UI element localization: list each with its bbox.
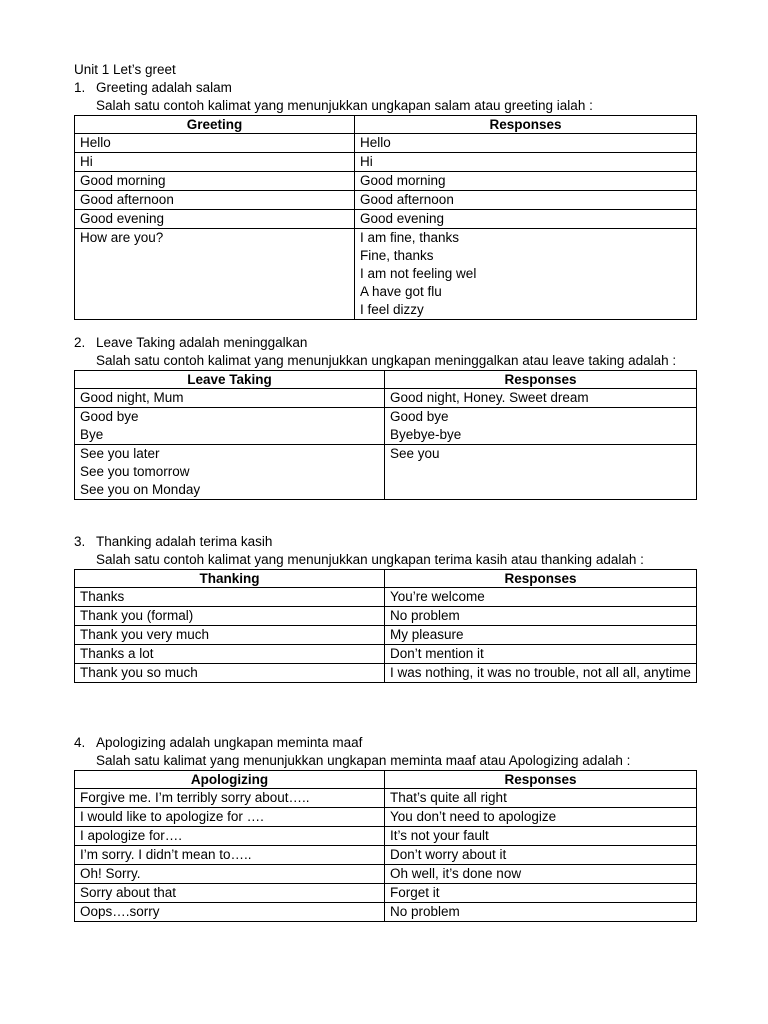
section-heading (74, 79, 696, 97)
cell-text: I am fine, thanks (360, 230, 460, 245)
cell-text: See you on Monday (80, 482, 201, 497)
response-cell (385, 389, 697, 408)
table-row (75, 588, 697, 607)
cell-text: You’re welcome (390, 589, 485, 604)
table-row (75, 789, 697, 808)
cell-text: It’s not your fault (390, 828, 489, 843)
cell-text: Don’t mention it (390, 646, 484, 661)
cell-text: No problem (390, 904, 460, 919)
cell-text: See you later (80, 446, 160, 461)
table-row (75, 134, 697, 153)
table-row (75, 210, 697, 229)
section-intro: Salah satu contoh kalimat yang menunjukkan ungkapan terima kasih atau thanking adalah : (96, 552, 644, 567)
cell-text: Byebye-bye (390, 427, 462, 442)
column-header-responses: Responses (355, 116, 697, 134)
column-header-expression: Leave Taking (75, 371, 385, 389)
cell-text: Good night, Mum (80, 390, 184, 405)
response-cell (355, 172, 697, 191)
response-cell (385, 903, 697, 922)
response-cell (385, 645, 697, 664)
cell-text: I’m sorry. I didn’t mean to….. (80, 847, 252, 862)
cell-text: Forget it (390, 885, 440, 900)
expression-cell (75, 172, 355, 191)
expression-cell (75, 408, 385, 445)
section-number: 3. (74, 534, 86, 549)
section-title: Greeting adalah salam (96, 80, 232, 95)
table-row (75, 884, 697, 903)
cell-text: Forgive me. I’m terribly sorry about….. (80, 790, 310, 805)
response-cell (385, 808, 697, 827)
cell-text: Good afternoon (360, 192, 454, 207)
section-title: Thanking adalah terima kasih (96, 534, 273, 549)
expression-cell (75, 588, 385, 607)
response-cell (355, 134, 697, 153)
response-cell (385, 607, 697, 626)
cell-text: Good night, Honey. Sweet dream (390, 390, 589, 405)
expression-cell (75, 808, 385, 827)
expression-cell (75, 827, 385, 846)
table-header-row (75, 771, 697, 789)
cell-text: I am not feeling wel (360, 266, 477, 281)
column-header-responses: Responses (385, 570, 697, 588)
cell-text: Thank you (formal) (80, 608, 194, 623)
cell-text: Thanks (80, 589, 125, 604)
cell-text: You don’t need to apologize (390, 809, 557, 824)
table-header-row (75, 570, 697, 588)
cell-text: Thanks a lot (80, 646, 154, 661)
expression-cell (75, 645, 385, 664)
cell-text: Hi (360, 154, 373, 169)
cell-text: My pleasure (390, 627, 464, 642)
section-heading (74, 334, 696, 352)
section-heading (74, 734, 696, 752)
response-cell (385, 865, 697, 884)
column-header-expression: Thanking (75, 570, 385, 588)
section-intro: Salah satu kalimat yang menunjukkan ungkapan meminta maaf atau Apologizing adalah : (96, 753, 631, 768)
expression-cell (75, 153, 355, 172)
cell-text: I feel dizzy (360, 302, 424, 317)
cell-text: Good bye (390, 409, 449, 424)
section-number: 2. (74, 335, 86, 350)
unit-title: Unit 1 Let’s greet (74, 62, 176, 77)
cell-text: Don’t worry about it (390, 847, 507, 862)
response-cell (385, 626, 697, 645)
section-title: Leave Taking adalah meninggalkan (96, 335, 308, 350)
cell-text: Good morning (80, 173, 166, 188)
response-cell (385, 827, 697, 846)
table-row (75, 607, 697, 626)
response-cell (385, 884, 697, 903)
apologizing-table (74, 770, 697, 922)
cell-text: Good evening (360, 211, 445, 226)
column-header-responses: Responses (385, 371, 697, 389)
section-heading (74, 533, 696, 551)
expression-cell (75, 664, 385, 683)
leave-taking-table (74, 370, 697, 500)
table-row (75, 389, 697, 408)
table-header-row (75, 116, 697, 134)
cell-text: Good bye (80, 409, 139, 424)
section-intro: Salah satu contoh kalimat yang menunjukkan ungkapan meninggalkan atau leave taking adalah : (96, 353, 677, 368)
thanking-table (74, 569, 697, 683)
expression-cell (75, 865, 385, 884)
expression-cell (75, 210, 355, 229)
section-leave-taking (74, 334, 696, 500)
table-row (75, 808, 697, 827)
response-cell (385, 588, 697, 607)
cell-text: Oops….sorry (80, 904, 160, 919)
table-row (75, 445, 697, 500)
expression-cell (75, 626, 385, 645)
section-intro: Salah satu contoh kalimat yang menunjukkan ungkapan salam atau greeting ialah : (96, 98, 593, 113)
table-row (75, 626, 697, 645)
table-row (75, 846, 697, 865)
response-cell (385, 664, 697, 683)
expression-cell (75, 846, 385, 865)
cell-text: Sorry about that (80, 885, 177, 900)
response-cell (355, 153, 697, 172)
cell-text: Good afternoon (80, 192, 174, 207)
cell-text: Hello (360, 135, 391, 150)
response-cell (355, 191, 697, 210)
table-row (75, 153, 697, 172)
cell-text: Oh! Sorry. (80, 866, 141, 881)
table-row (75, 865, 697, 884)
cell-text: No problem (390, 608, 460, 623)
column-header-expression: Greeting (75, 116, 355, 134)
expression-cell (75, 903, 385, 922)
table-row (75, 408, 697, 445)
section-number: 4. (74, 735, 86, 750)
table-row (75, 229, 697, 320)
expression-cell (75, 389, 385, 408)
cell-text: Bye (80, 427, 104, 442)
cell-text: Hi (80, 154, 93, 169)
table-row (75, 191, 697, 210)
table-row (75, 172, 697, 191)
expression-cell (75, 229, 355, 320)
table-row (75, 827, 697, 846)
cell-text: Good morning (360, 173, 446, 188)
cell-text: That’s quite all right (390, 790, 507, 805)
table-row (75, 903, 697, 922)
response-cell (355, 229, 697, 320)
section-greeting (74, 79, 696, 320)
expression-cell (75, 789, 385, 808)
section-title: Apologizing adalah ungkapan meminta maaf (96, 735, 363, 750)
cell-text: I would like to apologize for …. (80, 809, 264, 824)
greeting-table (74, 115, 697, 320)
expression-cell (75, 191, 355, 210)
expression-cell (75, 884, 385, 903)
section-apologizing (74, 734, 696, 922)
cell-text: See you (390, 446, 440, 461)
table-row (75, 664, 697, 683)
cell-text: A have got flu (360, 284, 442, 299)
cell-text: Thank you very much (80, 627, 210, 642)
table-row (75, 645, 697, 664)
cell-text: I apologize for…. (80, 828, 183, 843)
cell-text: Thank you so much (80, 665, 198, 680)
response-cell (385, 789, 697, 808)
expression-cell (75, 134, 355, 153)
cell-text: See you tomorrow (80, 464, 190, 479)
column-header-responses: Responses (385, 771, 697, 789)
cell-text: Oh well, it’s done now (390, 866, 522, 881)
section-thanking (74, 533, 696, 683)
section-number: 1. (74, 80, 86, 95)
cell-text: I was nothing, it was no trouble, not all all, anytime (390, 665, 691, 680)
column-header-expression: Apologizing (75, 771, 385, 789)
response-cell (385, 846, 697, 865)
cell-text: Good evening (80, 211, 165, 226)
cell-text: How are you? (80, 230, 164, 245)
response-cell (385, 445, 697, 500)
expression-cell (75, 445, 385, 500)
response-cell (355, 210, 697, 229)
cell-text: Hello (80, 135, 111, 150)
response-cell (385, 408, 697, 445)
table-header-row (75, 371, 697, 389)
expression-cell (75, 607, 385, 626)
cell-text: Fine, thanks (360, 248, 434, 263)
